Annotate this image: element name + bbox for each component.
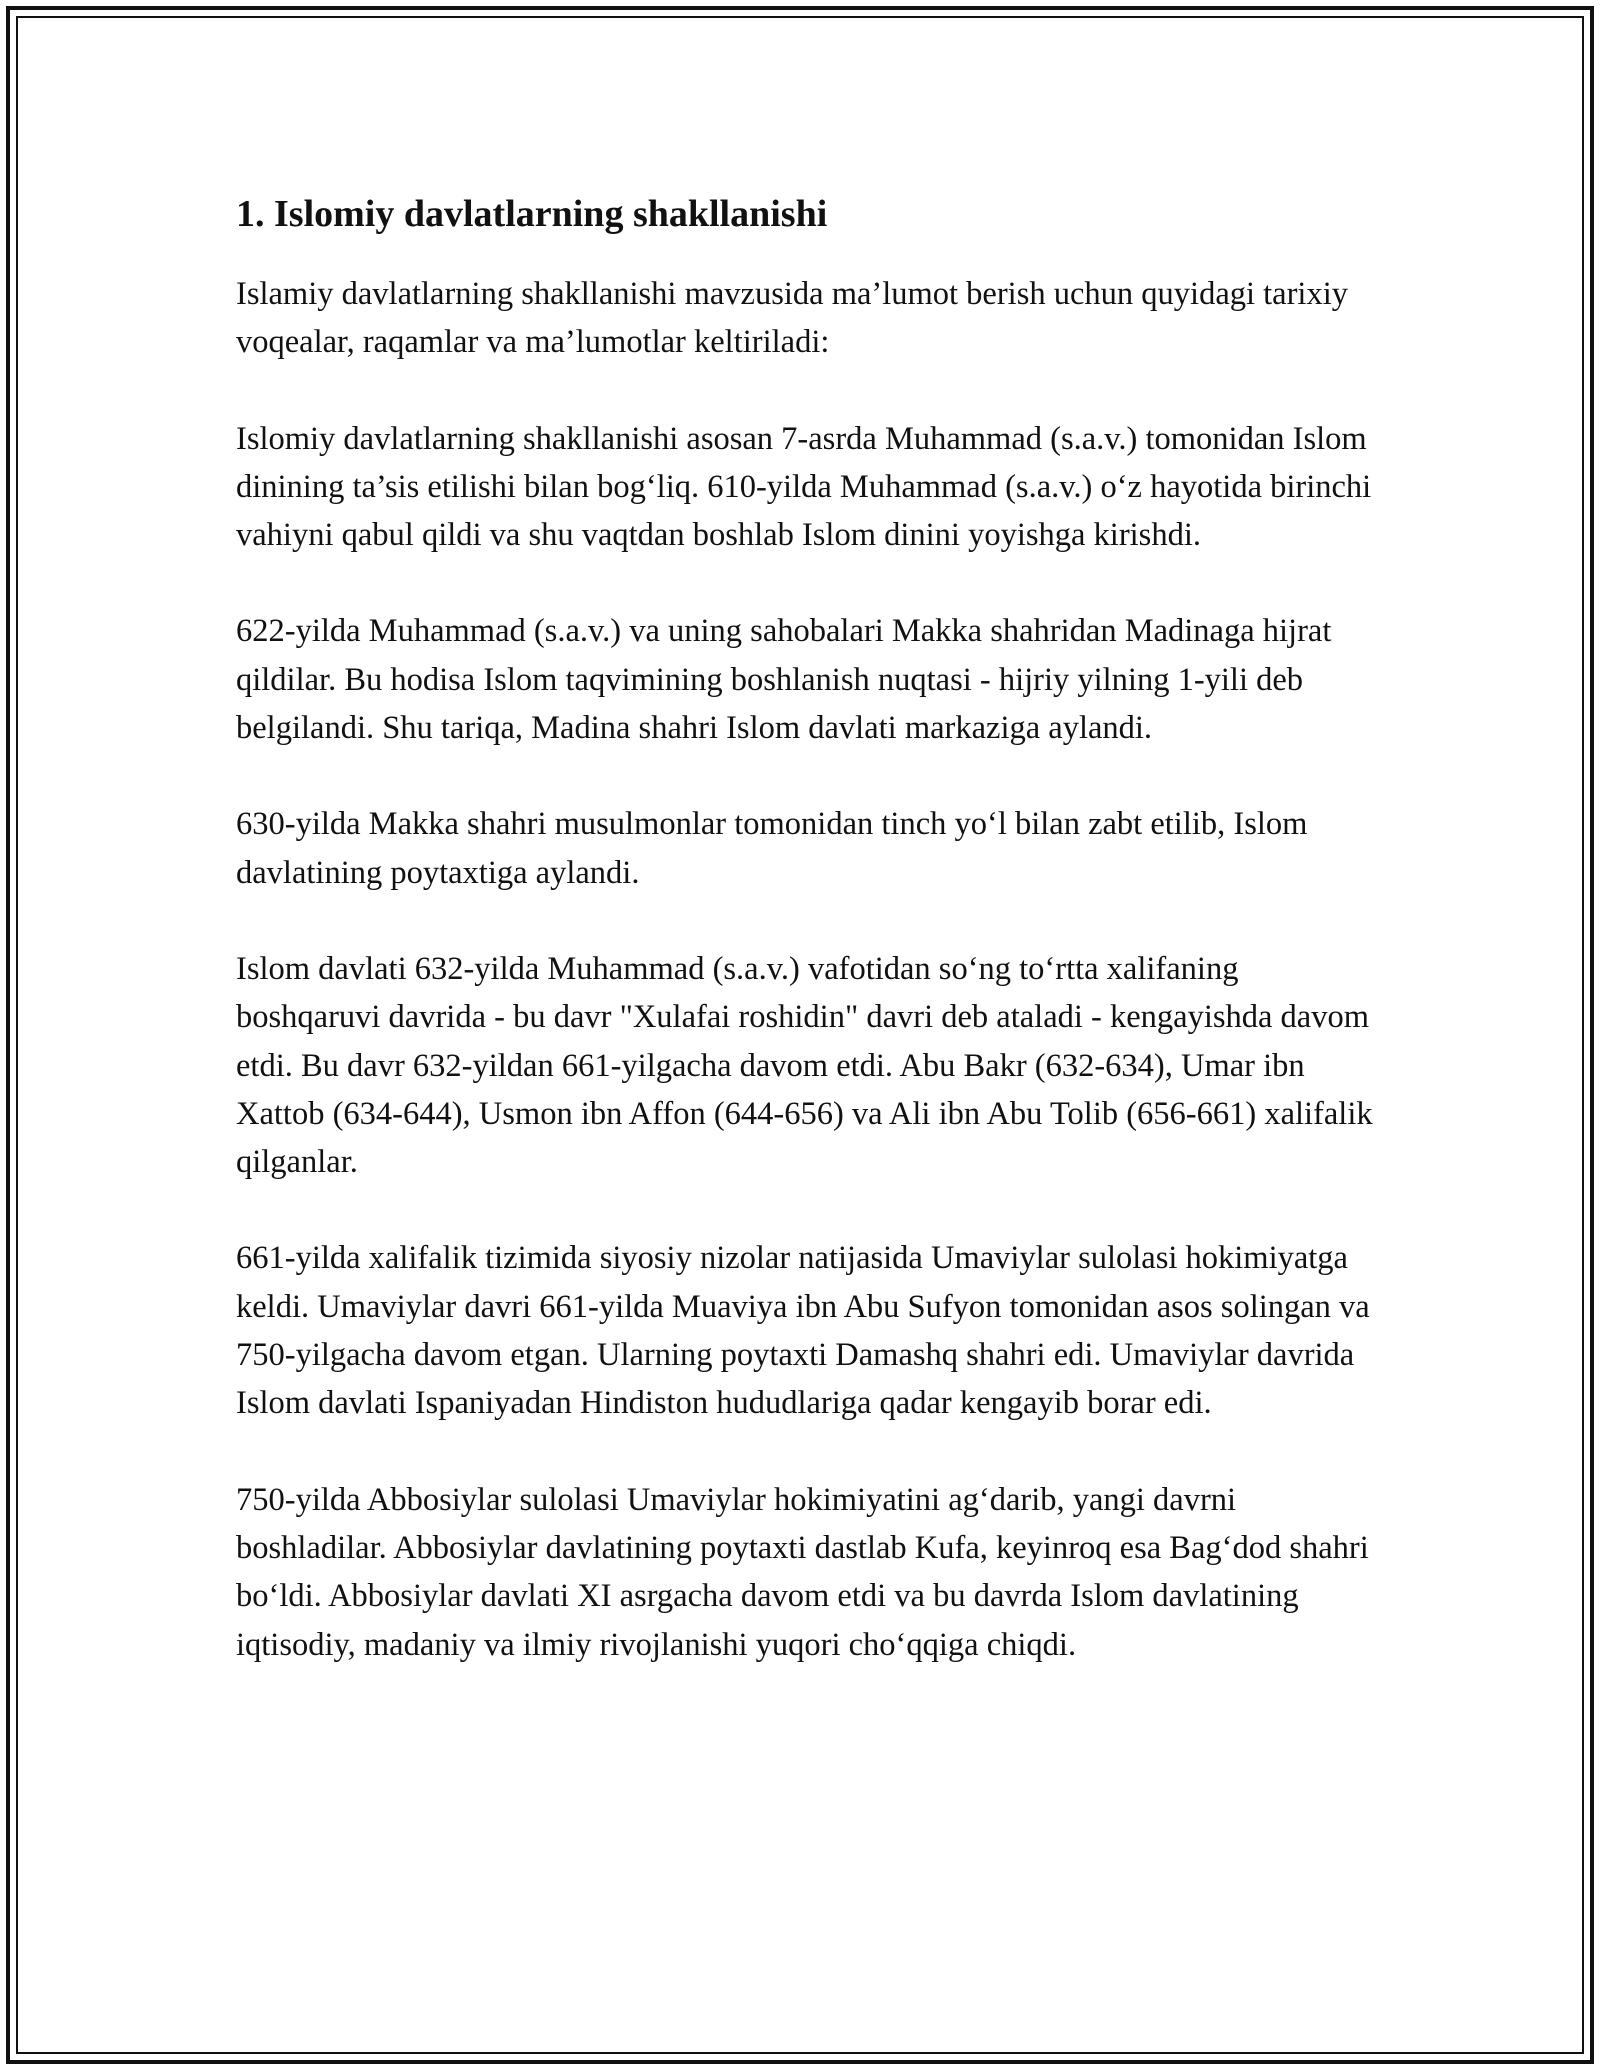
paragraph-intro: Islamiy davlatlarning shakllanishi mavzusida ma’lumot berish uchun quyidagi tarixiy voqealar, raqamlar va ma’lumotlar keltiriladi: [236,276,1348,361]
section-heading: 1. Islomiy davlatlarning shakllanishi [236,193,828,235]
paragraph-rashidun: Islom davlati 632-yilda Muhammad (s.a.v.) vafotidan so‘ng to‘rtta xalifaning boshqaruvi davrida - bu davr "Xulafai roshidin" davri deb ataladi - kengayishda davom etdi. Bu davr 632-yildan 661-yilgacha davom etdi. Abu Bakr (632-634), Umar ibn Xattob (634-644), Usmon ibn Affon (644-656) va Ali ibn Abu Tolib (656-661) xalifalik qilganlar. [236,950,1373,1181]
paragraph-umayyads: 661-yilda xalifalik tizimida siyosiy nizolar natijasida Umaviylar sulolasi hokimiyatga keldi. Umaviylar davri 661-yilda Muaviya ibn Abu Sufyon tomonidan asos solingan va 750-yilgacha davom etgan. Ularning poytaxti Damashq shahri edi. Umaviylar davrida Islom davlati Ispaniyadan Hindiston hududlariga qadar kengayib borar edi. [236,1240,1370,1422]
paragraph-origins: Islomiy davlatlarning shakllanishi asosan 7-asrda Muhammad (s.a.v.) tomonidan Islom dinining ta’sis etilishi bilan bog‘liq. 610-yilda Muhammad (s.a.v.) o‘z hayotida birinchi vahiyni qabul qildi va shu vaqtdan boshlab Islom dinini yoyishga kirishdi. [236,420,1372,554]
document-body [236,188,1376,1717]
paragraph-mecca: 630-yilda Makka shahri musulmonlar tomonidan tinch yo‘l bilan zabt etilib, Islom davlatining poytaxtiga aylandi. [236,806,1308,891]
paragraph-abbasids: 750-yilda Abbosiylar sulolasi Umaviylar hokimiyatini ag‘darib, yangi davrni boshladilar. Abbosiylar davlatining poytaxti dastlab Kufa, keyinroq esa Bag‘dod shahri bo‘ldi. Abbosiylar davlati XI asrgacha davom etdi va bu davrda Islom davlatining iqtisodiy, madaniy va ilmiy rivojlanishi yuqori cho‘qqiga chiqdi. [236,1481,1369,1663]
paragraph-hijra: 622-yilda Muhammad (s.a.v.) va uning sahobalari Makka shahridan Madinaga hijrat qildilar. Bu hodisa Islom taqvimining boshlanish nuqtasi - hijriy yilning 1-yili deb belgilandi. Shu tariqa, Madina shahri Islom davlati markaziga aylandi. [236,613,1332,747]
